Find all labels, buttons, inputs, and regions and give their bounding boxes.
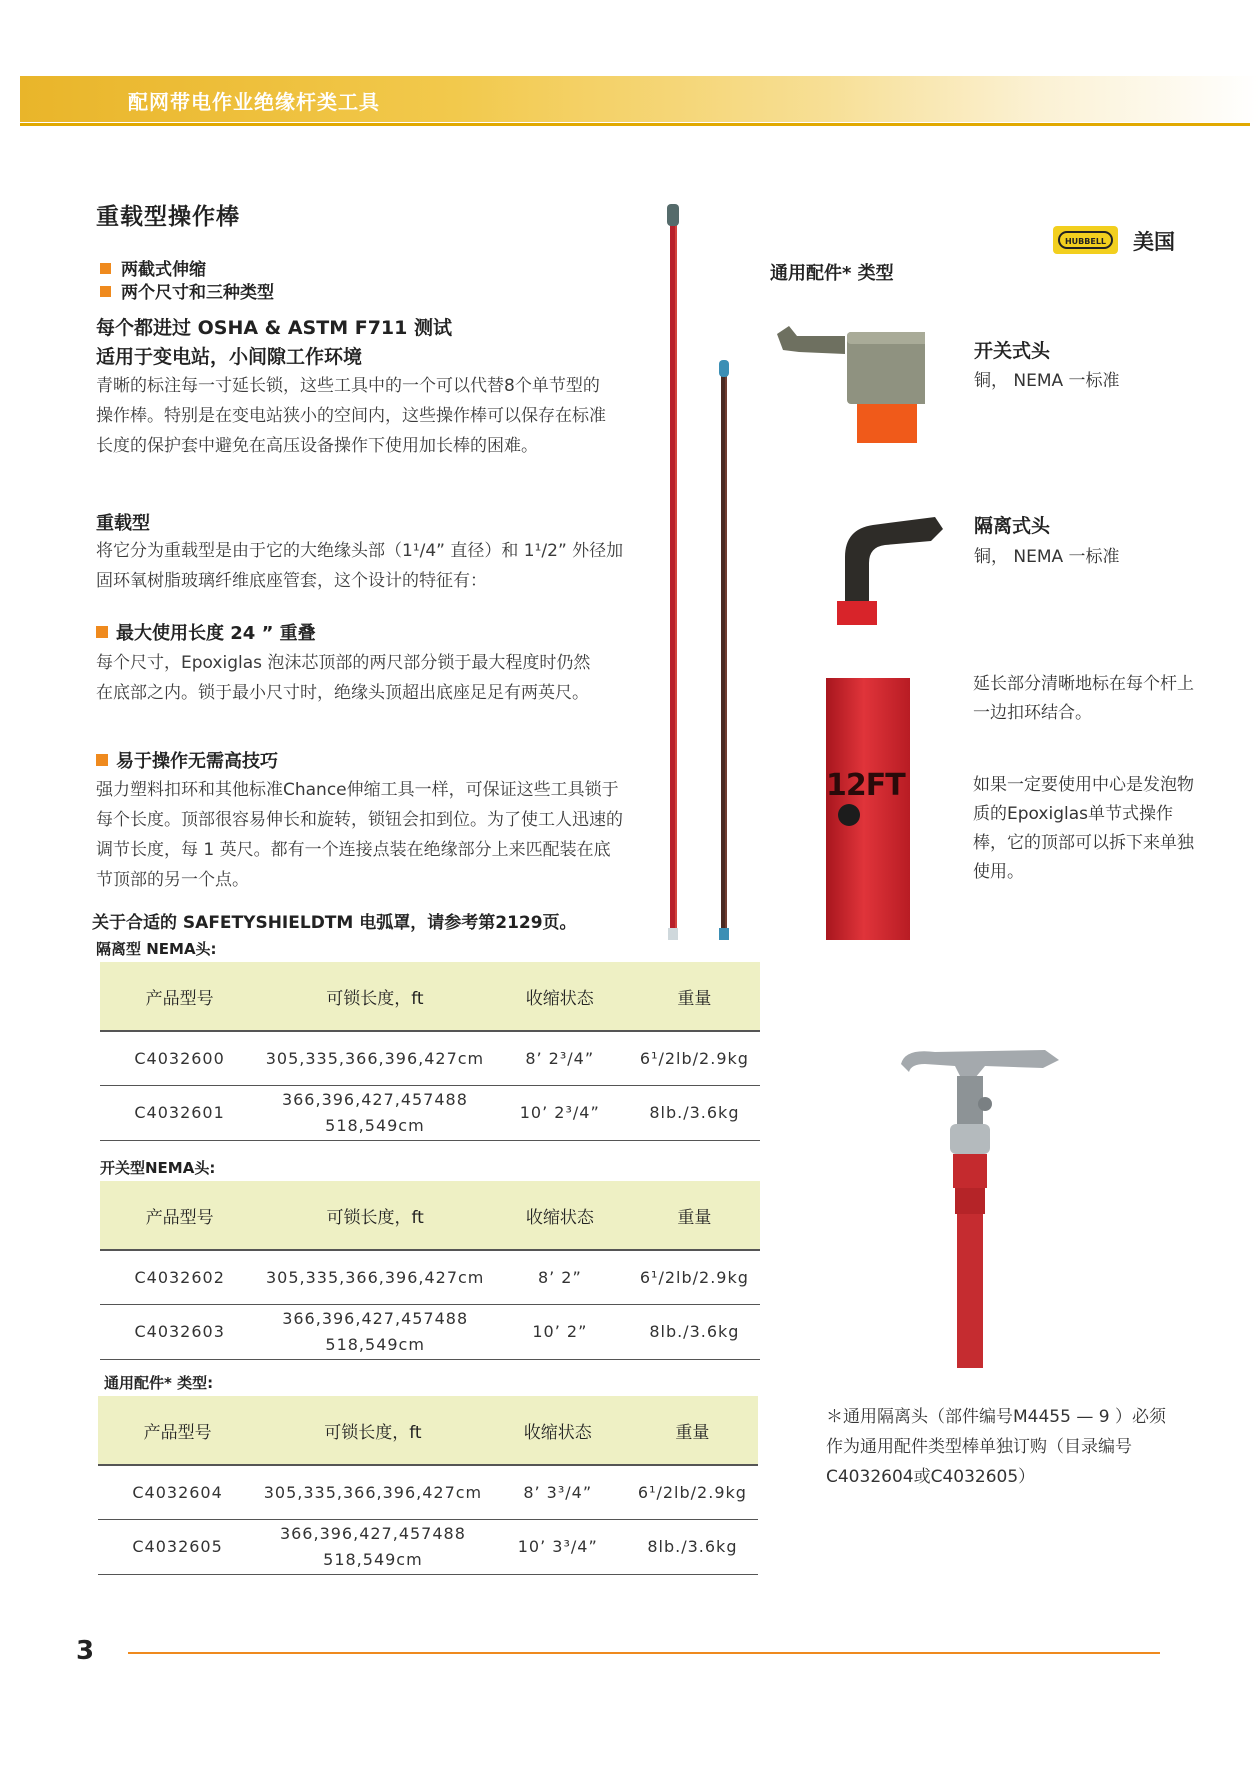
- headline-test: 每个都进过 OSHA & ASTM F711 测试: [96, 317, 452, 339]
- cell-weight: 6¹/2lb/2.9kg: [627, 1465, 758, 1520]
- length-text-line2: 518,549cm: [325, 1116, 425, 1135]
- cell-weight: 6¹/2lb/2.9kg: [629, 1031, 760, 1086]
- cell-length: [259, 1031, 491, 1086]
- spec-table-universal: [98, 1396, 758, 1575]
- bullet-text: 两个尺寸和三种类型: [121, 283, 274, 303]
- orange-square-icon: [96, 626, 108, 638]
- cell-retracted: 10’ 2”: [491, 1305, 629, 1360]
- feature-max-length-text: 每个尺寸，Epoxiglas 泡沫芯顶部的两尺部分锁于最大程度时仍然在底部之内。锁于最小尺寸时，绝缘头顶超出底座足足有两英尺。: [96, 653, 591, 703]
- table-header-row: [100, 1181, 760, 1250]
- switch-head-desc: 铜， NEMA 一标准: [974, 371, 1120, 391]
- length-text: 366,396,427,457488: [282, 1309, 469, 1328]
- length-text: 366,396,427,457488: [279, 1524, 466, 1543]
- isolation-head-illustration: [825, 505, 945, 625]
- feature-title-text: 最大使用长度 24 ” 重叠: [116, 623, 316, 644]
- red-stick-end-cap: [668, 928, 678, 940]
- feature-max-length-title: [96, 619, 316, 645]
- col-header-retracted: 收缩状态: [489, 1396, 627, 1465]
- col-header-weight: 重量: [629, 962, 760, 1031]
- cell-model: C4032602: [100, 1250, 259, 1305]
- cell-length: [257, 1465, 489, 1520]
- orange-shaft: [857, 404, 917, 443]
- orange-square-icon: [100, 286, 111, 297]
- table-caption: 通用配件* 类型:: [104, 1374, 214, 1392]
- cell-length: [259, 1086, 491, 1141]
- spec-table-switch: [100, 1181, 760, 1360]
- cell-model: C4032603: [100, 1305, 259, 1360]
- cell-length: [259, 1250, 491, 1305]
- switch-hook: [777, 326, 845, 354]
- red-stick-head: [667, 204, 679, 226]
- spec-table-isolation: [100, 962, 760, 1141]
- table-caption: 隔离型 NEMA头:: [96, 940, 217, 958]
- col-header-weight: 重量: [627, 1396, 758, 1465]
- table-row: [98, 1520, 758, 1575]
- dark-stick-head: [719, 360, 729, 377]
- cell-weight: 8lb./3.6kg: [629, 1305, 760, 1360]
- cell-retracted: 8’ 3³/4”: [489, 1465, 627, 1520]
- cell-retracted: 8’ 2³/4”: [491, 1031, 629, 1086]
- cell-retracted: 10’ 3³/4”: [489, 1520, 627, 1575]
- universal-coupler: [950, 1124, 990, 1154]
- pole-length-label: 12FT: [826, 768, 905, 803]
- page-number: 3: [76, 1636, 95, 1666]
- col-header-retracted: 收缩状态: [491, 1181, 629, 1250]
- table-row: [100, 1031, 760, 1086]
- table-header-row: [100, 962, 760, 1031]
- col-header-model: 产品型号: [98, 1396, 257, 1465]
- red-shaft: [837, 601, 877, 625]
- universal-hook: [901, 1050, 1059, 1078]
- table-header-row: [98, 1396, 758, 1465]
- accessory-type-title: 通用配件* 类型: [770, 263, 894, 284]
- cell-weight: 6¹/2lb/2.9kg: [629, 1250, 760, 1305]
- safetyshield-note: 关于合适的 SAFETYSHIELDTM 电弧罩，请参考第2129页。: [92, 913, 577, 933]
- feature-easy-text: 强力塑料扣环和其他标准Chance伸缩工具一样，可保证这些工具锁于每个长度。顶部很容易伸长和旋转，锁钮会扣到位。为了使工人迅速的调节长度，每 1 英尺。都有一个连接点装在绝缘部分上来匹配装在底节顶部的另一个点。: [96, 780, 623, 890]
- cell-model: C4032605: [98, 1520, 257, 1575]
- table-row: [100, 1250, 760, 1305]
- col-header-weight: 重量: [629, 1181, 760, 1250]
- country-label: 美国: [1133, 230, 1175, 254]
- brand-logo: HUBBELL: [1058, 231, 1113, 249]
- feature-easy-title: [96, 747, 278, 773]
- heavy-title: 重载型: [96, 513, 150, 534]
- cell-length: [259, 1305, 491, 1360]
- footnote: ＊通用隔离头（部件编号M4455 — 9 ）必须作为通用配件类型棒单独订购（目录编号C4032604或C4032605）: [826, 1407, 1166, 1487]
- col-header-model: 产品型号: [100, 962, 259, 1031]
- length-text: 305,335,366,396,427cm: [265, 1048, 485, 1068]
- table-row: [100, 1305, 760, 1360]
- cell-length: [257, 1520, 489, 1575]
- cell-weight: 8lb./3.6kg: [629, 1086, 760, 1141]
- bullet-item: [100, 255, 206, 280]
- bullet-item: [100, 278, 274, 303]
- orange-square-icon: [100, 263, 111, 274]
- isolation-head-desc: 铜， NEMA 一标准: [974, 547, 1120, 567]
- dark-stick-end-cap: [719, 928, 729, 940]
- cell-retracted: 10’ 2³/4”: [491, 1086, 629, 1141]
- length-text: 305,335,366,396,427cm: [263, 1482, 483, 1502]
- switch-head-illustration: [775, 318, 925, 443]
- col-header-retracted: 收缩状态: [491, 962, 629, 1031]
- note-foam-core: 如果一定要使用中心是发泡物质的Epoxiglas单节式操作棒，它的顶部可以拆下来单独使用。: [973, 775, 1194, 882]
- col-header-length: 可锁长度，ft: [257, 1396, 489, 1465]
- table-caption: 开关型NEMA头:: [100, 1159, 216, 1177]
- page-title: 重载型操作棒: [96, 204, 240, 230]
- switch-head-title: 开关式头: [974, 340, 1051, 362]
- length-text-line2: 518,549cm: [325, 1335, 425, 1354]
- bullet-text: 两截式伸缩: [121, 260, 206, 280]
- lock-button: [838, 804, 860, 826]
- col-header-length: 可锁长度，ft: [259, 962, 491, 1031]
- col-header-length: 可锁长度，ft: [259, 1181, 491, 1250]
- heavy-paragraph: 将它分为重载型是由于它的大绝缘头部（1¹/4” 直径）和 1¹/2” 外径加固环氧树脂玻璃纤维底座管套，这个设计的特征有：: [96, 541, 624, 591]
- note-extension: 延长部分清晰地标在每个杆上一边扣环结合。: [973, 674, 1194, 723]
- hot-sticks-illustration: [655, 200, 735, 950]
- isolation-head-title: 隔离式头: [974, 515, 1051, 537]
- red-shaft-upper: [953, 1154, 987, 1188]
- table-row: [98, 1465, 758, 1520]
- footer-rule: [128, 1652, 1160, 1654]
- intro-paragraph: 青晰的标注每一寸延长锁，这些工具中的一个可以代替8个单节型的操作棒。特别是在变电站狭小的空间内，这些操作棒可以保存在标准长度的保护套中避免在高压设备操作下使用加长棒的困难。: [96, 376, 606, 456]
- cell-model: C4032604: [98, 1465, 257, 1520]
- feature-title-text: 易于操作无需高技巧: [116, 751, 278, 772]
- section-title: 配网带电作业绝缘杆类工具: [128, 90, 380, 114]
- section-header-rule: [20, 123, 1250, 126]
- cell-model: C4032601: [100, 1086, 259, 1141]
- cell-weight: 8lb./3.6kg: [627, 1520, 758, 1575]
- universal-head-illustration: [895, 1038, 1065, 1368]
- length-text: 366,396,427,457488: [281, 1090, 468, 1109]
- orange-square-icon: [96, 754, 108, 766]
- length-text-line2: 518,549cm: [323, 1550, 423, 1569]
- length-text: 305,335,366,396,427cm: [265, 1267, 485, 1287]
- col-header-model: 产品型号: [100, 1181, 259, 1250]
- cell-retracted: 8’ 2”: [491, 1250, 629, 1305]
- red-shaft-lower: [957, 1214, 983, 1368]
- cell-model: C4032600: [100, 1031, 259, 1086]
- headline-usage: 适用于变电站，小间隙工作环境: [96, 346, 363, 368]
- table-row: [100, 1086, 760, 1141]
